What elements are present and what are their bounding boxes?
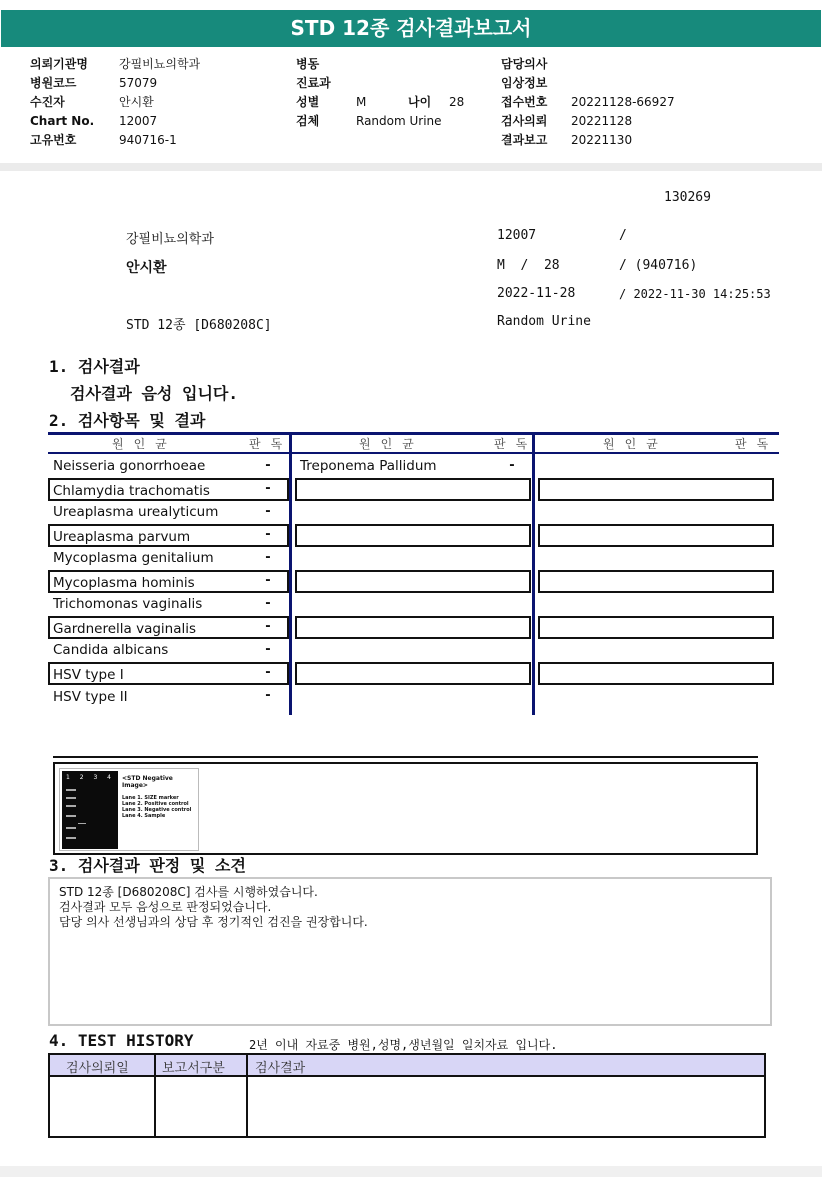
- history-note: 2년 이내 자료중 병원,성명,생년월일 일치자료 입니다.: [249, 1038, 558, 1052]
- result-row: [48, 686, 289, 709]
- history-col-divider: [154, 1055, 156, 1136]
- request-date-value: 20221128: [571, 114, 633, 128]
- hospital-code-label: 병원코드: [30, 76, 77, 90]
- gel-divider: [53, 756, 758, 758]
- result-value: -: [265, 596, 271, 611]
- report-date-label: 결과보고: [501, 133, 548, 147]
- gel-band: [66, 797, 76, 799]
- results-table: [48, 432, 779, 715]
- gel-lane-label: Lane 3. Negative control: [122, 807, 192, 813]
- pathogen-name: HSV type II: [53, 689, 128, 705]
- result-row: [48, 455, 289, 478]
- result-row: [295, 455, 530, 478]
- gel-lane-label: Lane 2. Positive control: [122, 801, 189, 807]
- result-value: -: [265, 550, 271, 565]
- chart-no-label: Chart No.: [30, 114, 95, 128]
- header-right: [501, 55, 675, 150]
- summary-specimen: Random Urine: [497, 314, 591, 329]
- doctor-label: 담당의사: [501, 57, 548, 71]
- request-date-label: 검사의뢰: [501, 114, 548, 128]
- section-3-title: 3. 검사결과 판정 및 소견: [49, 856, 246, 875]
- pathogen-name: Chlamydia trachomatis: [53, 483, 210, 499]
- summary-test-name: STD 12종 [D680208C]: [126, 318, 272, 333]
- patient-value: 안시환: [119, 95, 154, 109]
- column-divider-2: [532, 432, 535, 715]
- col1-pathogen-header: 원인균: [112, 437, 177, 451]
- receipt-no-label: 접수번호: [501, 95, 548, 109]
- opinion-box: [48, 877, 772, 1026]
- empty-result-box: [295, 616, 531, 639]
- opinion-line: 담당 의사 선생님과의 상담 후 정기적인 검진을 권장합니다.: [59, 915, 368, 929]
- summary-sex-age: M / 28: [497, 258, 560, 273]
- pathogen-name: Mycoplasma genitalium: [53, 550, 214, 566]
- result-value: -: [265, 642, 271, 657]
- specimen-label: 검체: [296, 114, 320, 128]
- empty-result-box: [295, 524, 531, 547]
- empty-result-box: [538, 570, 774, 593]
- clinic-label: 의뢰기관명: [30, 57, 88, 71]
- patient-label: 수진자: [30, 95, 65, 109]
- gel-caption: <STD Negative Image>: [122, 775, 173, 789]
- summary-report-datetime: / 2022-11-30 14:25:53: [619, 287, 771, 301]
- result-row: [48, 524, 289, 547]
- empty-result-box: [538, 616, 774, 639]
- result-row: [48, 616, 289, 639]
- history-table: [48, 1053, 766, 1138]
- unique-no-label: 고유번호: [30, 133, 77, 147]
- opinion-line: 검사결과 모두 음성으로 판정되었습니다.: [59, 900, 272, 914]
- result-value: -: [265, 527, 271, 542]
- header-left: [30, 55, 200, 150]
- history-header-date: 검사의뢰일: [66, 1061, 129, 1076]
- clinical-info-label: 임상정보: [501, 76, 548, 90]
- summary-chart: 12007: [497, 228, 537, 243]
- section-1-title: 1. 검사결과: [49, 357, 140, 376]
- pathogen-name: Ureaplasma parvum: [53, 529, 191, 545]
- overall-result-text: 검사결과 음성 입니다.: [70, 384, 239, 403]
- header-divider: [0, 163, 822, 171]
- empty-result-box: [538, 478, 774, 501]
- report-date-value: 20221130: [571, 133, 633, 147]
- gel-band: [66, 837, 76, 839]
- gel-band: [66, 805, 76, 807]
- empty-result-box: [295, 662, 531, 685]
- pathogen-name: HSV type I: [53, 667, 124, 683]
- history-header-result: 검사결과: [255, 1061, 306, 1076]
- pathogen-name: Mycoplasma hominis: [53, 575, 195, 591]
- pathogen-name: Trichomonas vaginalis: [53, 596, 203, 612]
- history-col-divider: [246, 1055, 248, 1136]
- gel-photo: [62, 771, 118, 849]
- gel-band: [66, 815, 76, 817]
- chart-no-value: 12007: [119, 114, 158, 128]
- pathogen-name: Gardnerella vaginalis: [53, 621, 197, 637]
- result-value: -: [265, 619, 271, 634]
- report-number: 130269: [664, 190, 711, 205]
- result-row: [48, 547, 289, 570]
- summary-patient: 안시환: [126, 260, 167, 276]
- gel-lane-numbers: 1 2 3 4: [66, 774, 115, 781]
- table-header-border: [48, 452, 779, 454]
- empty-result-box: [295, 478, 531, 501]
- col2-result-header: 판독: [494, 437, 538, 451]
- summary-birth: / (940716): [619, 258, 698, 273]
- summary-clinic: 강필비뇨의학과: [126, 232, 214, 247]
- empty-result-box: [538, 524, 774, 547]
- specimen-value: Random Urine: [356, 114, 442, 128]
- result-value: -: [265, 458, 271, 473]
- section-4-title: 4. TEST HISTORY: [49, 1031, 194, 1050]
- result-row: [48, 662, 289, 685]
- result-value: -: [265, 481, 271, 496]
- col2-pathogen-header: 원인균: [359, 437, 424, 451]
- result-value: -: [265, 504, 271, 519]
- empty-result-box: [295, 570, 531, 593]
- clinic-value: 강필비뇨의학과: [119, 57, 201, 71]
- history-header-row: [50, 1055, 764, 1077]
- result-row: [48, 639, 289, 662]
- summary-request-date: 2022-11-28: [497, 286, 576, 301]
- section-2-title: 2. 검사항목 및 결과: [49, 411, 206, 430]
- gel-lane-label: Lane 4. Sample: [122, 813, 166, 819]
- gel-lane-label: Lane 1. SIZE marker: [122, 795, 179, 801]
- col3-pathogen-header: 원인균: [603, 437, 668, 451]
- history-header-type: 보고서구분: [162, 1061, 225, 1076]
- gel-band: [66, 789, 76, 791]
- pathogen-name: Ureaplasma urealyticum: [53, 504, 219, 520]
- result-row: [48, 570, 289, 593]
- pathogen-name: Neisseria gonorrhoeae: [53, 458, 206, 474]
- empty-result-box: [538, 662, 774, 685]
- result-value: -: [265, 573, 271, 588]
- gel-image: [59, 768, 199, 851]
- department-label: 진료과: [296, 76, 331, 90]
- result-row: [48, 501, 289, 524]
- opinion-line: STD 12종 [D680208C] 검사를 시행하였습니다.: [59, 885, 318, 899]
- result-value: -: [265, 665, 271, 680]
- result-value: -: [265, 688, 271, 703]
- gel-lane-legend: [122, 795, 191, 819]
- col3-result-header: 판독: [735, 437, 779, 451]
- pathogen-name: Candida albicans: [53, 642, 169, 658]
- receipt-no-value: 20221128-66927: [571, 95, 675, 109]
- result-value: -: [509, 458, 515, 473]
- hospital-code-value: 57079: [119, 76, 158, 90]
- result-row: [48, 478, 289, 501]
- report-title: STD 12종 검사결과보고서: [1, 10, 821, 47]
- gel-band: [78, 823, 86, 824]
- unique-no-value: 940716-1: [119, 133, 177, 147]
- summary-slash: /: [619, 228, 627, 243]
- sex-label: 성별: [296, 95, 320, 109]
- ward-label: 병동: [296, 57, 320, 71]
- age-label: 나이: [408, 95, 432, 109]
- header-middle: [296, 55, 464, 131]
- pathogen-name: Treponema Pallidum: [300, 458, 437, 474]
- result-row: [48, 593, 289, 616]
- column-divider-1: [289, 432, 292, 715]
- col1-result-header: 판독: [249, 437, 293, 451]
- sex-value: M: [356, 95, 367, 109]
- gel-image-box: [53, 762, 758, 855]
- age-value: 28: [449, 95, 465, 109]
- gel-band: [66, 827, 76, 829]
